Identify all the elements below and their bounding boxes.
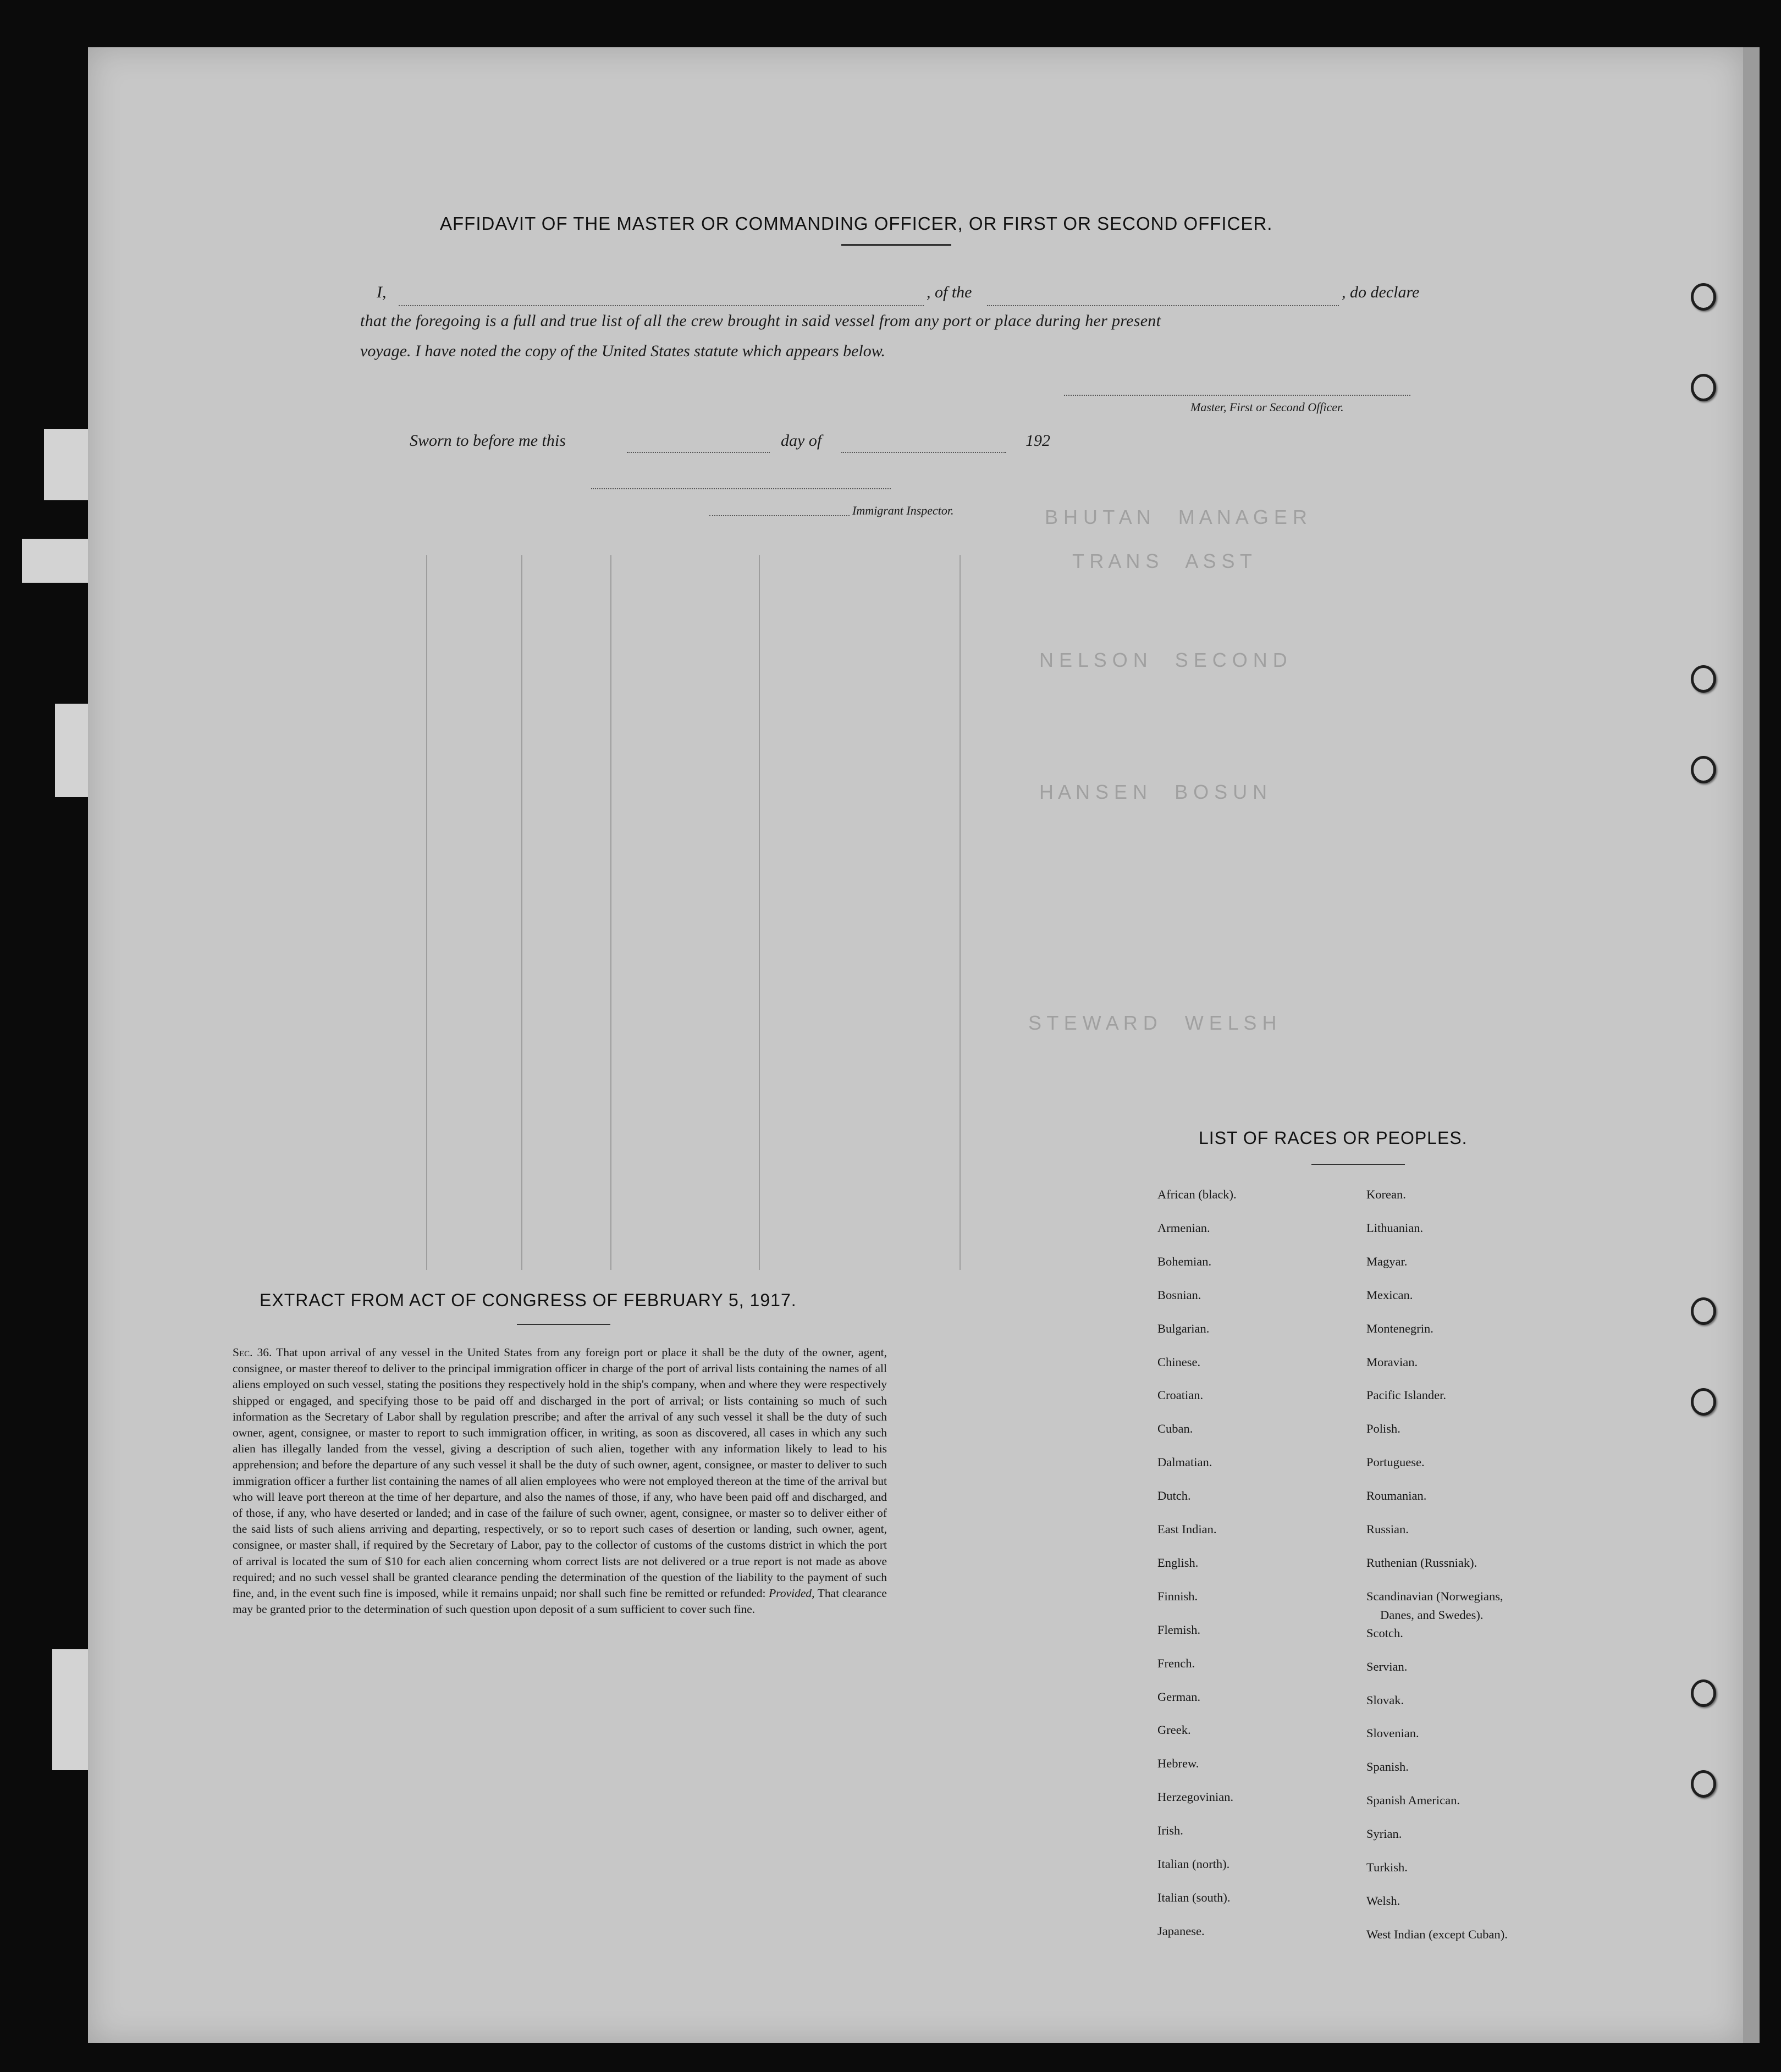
race-item-right: Slovak. xyxy=(1366,1693,1404,1707)
race-item-left: Croatian. xyxy=(1157,1388,1204,1402)
race-item-left: East Indian. xyxy=(1157,1522,1217,1536)
race-item-left: Italian (north). xyxy=(1157,1857,1230,1871)
sworn-year: 192 xyxy=(1025,432,1050,450)
master-name-field[interactable] xyxy=(399,305,924,306)
race-item-left: Greek. xyxy=(1157,1723,1191,1737)
race-item-right: Mexican. xyxy=(1366,1288,1413,1302)
race-item-right: Slovenian. xyxy=(1366,1726,1419,1741)
act-body-part2: That clearance may be granted prior to the determination of such question upon deposit of a sum sufficient to cover such fine. xyxy=(233,1587,887,1616)
faint-column-line xyxy=(426,555,427,1270)
race-item-right: Syrian. xyxy=(1366,1827,1402,1841)
race-item-left: Dalmatian. xyxy=(1157,1455,1212,1469)
race-item-left: Irish. xyxy=(1157,1824,1183,1838)
race-item-left: Hebrew. xyxy=(1157,1756,1199,1771)
act-body xyxy=(233,1345,887,1617)
affidavit-i: I, xyxy=(377,283,387,301)
race-item-right: Russian. xyxy=(1366,1522,1409,1536)
punch-hole-icon xyxy=(1691,374,1716,401)
punch-hole-icon xyxy=(1691,1388,1716,1416)
race-item-left: Cuban. xyxy=(1157,1422,1193,1436)
affidavit-title: AFFIDAVIT OF THE MASTER OR COMMANDING OFFICER, OR FIRST OR SECOND OFFICER. xyxy=(440,213,1273,234)
race-item-left: Dutch. xyxy=(1157,1489,1191,1503)
race-item-right: Servian. xyxy=(1366,1659,1408,1673)
race-item-left: Armenian. xyxy=(1157,1220,1210,1235)
races-title-rule xyxy=(1311,1164,1405,1165)
sworn-day-field[interactable] xyxy=(627,452,770,453)
race-item-right: Polish. xyxy=(1366,1422,1400,1436)
master-signature-field[interactable] xyxy=(1064,395,1410,396)
race-item-right: Moravian. xyxy=(1366,1355,1418,1369)
bleed-through-text: N E L S O N S E C O N D xyxy=(1039,649,1287,671)
race-item-right: Scotch. xyxy=(1366,1626,1403,1640)
sworn-month-field[interactable] xyxy=(841,452,1006,453)
punch-hole-icon xyxy=(1691,283,1716,311)
race-item-left: French. xyxy=(1157,1656,1195,1670)
race-item-right: Spanish. xyxy=(1366,1760,1409,1774)
race-item-right: Turkish. xyxy=(1366,1860,1408,1875)
race-item-left: Italian (south). xyxy=(1157,1890,1231,1904)
torn-edge-fragment xyxy=(52,1649,88,1770)
sworn-day-of: day of xyxy=(781,432,822,450)
punch-hole-icon xyxy=(1691,756,1716,783)
page-edge-stack xyxy=(1743,47,1760,2043)
race-item-left: English. xyxy=(1157,1555,1199,1570)
race-item-right: West Indian (except Cuban). xyxy=(1366,1927,1508,1941)
race-item-left: African (black). xyxy=(1157,1187,1237,1201)
race-item-right: Roumanian. xyxy=(1366,1489,1427,1503)
race-item-right: Spanish American. xyxy=(1366,1793,1460,1808)
act-provided: Provided, xyxy=(769,1587,815,1600)
affidavit-title-rule xyxy=(841,244,951,246)
inspector-signature-field[interactable] xyxy=(591,488,891,489)
punch-hole-icon xyxy=(1691,665,1716,693)
affidavit-line-2: that the foregoing is a full and true list of all the crew brought in said vessel from any port or place during her present xyxy=(360,312,1161,330)
race-item-left: German. xyxy=(1157,1689,1201,1704)
race-item-right: Danes, and Swedes). xyxy=(1380,1607,1484,1622)
race-item-left: Bosnian. xyxy=(1157,1288,1201,1302)
race-item-left: Bulgarian. xyxy=(1157,1321,1210,1335)
race-item-right: Portuguese. xyxy=(1366,1455,1425,1469)
torn-edge-fragment xyxy=(44,429,88,500)
punch-hole-icon xyxy=(1691,1770,1716,1798)
race-item-right: Montenegrin. xyxy=(1366,1321,1433,1335)
inspector-signature-field-2[interactable] xyxy=(709,515,850,516)
race-item-left: Bohemian. xyxy=(1157,1254,1212,1268)
act-body-part1: That upon arrival of any vessel in the United States from any foreign port or place it shall be the duty of the owner, agent, consignee, or master thereof to deliver to the principal immigration officer in charge of the port of arrival lists containing the names of all aliens employed on such vessel, stating the positions they respectively hold in the ship's company, when and where they were respectively shipped or engaged, and specifying those to be paid off and discharged in the port of arrival; or lists containing so much of such information as the Secretary of Labor shall by regulation prescribe; and after the arrival of any such vessel it shall be the duty of such owner, agent, consignee, or master to report to such immigration officer, in writing, as soon as discovered, all cases in which any such alien has illegally landed from the vessel, giving a description of such alien, together with any information likely to lead to his apprehension; and before the departure of any such vessel it shall be the duty of such owner, agent, consignee, or master to deliver to such immigration officer a further list containing the names of all alien employees who were not employed thereon at the time of the arrival but who will leave port thereon at the time of her departure, and also the names of those, if any, who have been paid off and discharged, and of those, if any, who have deserted or landed; and in case of the failure of such owner, agent, consignee, or master so to deliver either of the said lists of such aliens arriving and departing, respectively, or so to report such cases of desertion or landing, such owner, agent, consignee, or master shall, if required by the Secretary of Labor, pay to the collector of customs of the customs district in which the port of arrival is located the sum of $10 for each alien concerning whom correct lists are not delivered or a true report is not made as above required; and no such vessel shall be granted clearance pending the determination of the question of the liability to the payment of such fine, and, in the event such fine is imposed, while it remains unpaid; nor shall such fine be remitted or refunded: xyxy=(233,1346,887,1600)
race-item-left: Finnish. xyxy=(1157,1589,1198,1603)
affidavit-of-the: , of the xyxy=(927,283,972,301)
race-item-left: Flemish. xyxy=(1157,1622,1201,1637)
race-item-right: Welsh. xyxy=(1366,1893,1400,1908)
race-item-left: Herzegovinian. xyxy=(1157,1790,1234,1804)
bleed-through-text: T R A N S A S S T xyxy=(1072,550,1252,572)
bleed-through-text: S T E W A R D W E L S H xyxy=(1028,1012,1277,1034)
bleed-through-text: B H U T A N M A N A G E R xyxy=(1045,506,1307,528)
race-item-right: Ruthenian (Russniak). xyxy=(1366,1555,1477,1570)
bleed-through-text: H A N S E N B O S U N xyxy=(1039,781,1267,803)
faint-column-line xyxy=(960,555,961,1270)
document-page xyxy=(88,47,1743,2043)
race-item-left: Japanese. xyxy=(1157,1924,1205,1938)
act-title-rule xyxy=(517,1324,610,1325)
punch-hole-icon xyxy=(1691,1679,1716,1707)
race-item-right: Korean. xyxy=(1366,1187,1406,1201)
torn-edge-fragment xyxy=(55,704,88,797)
torn-edge-fragment xyxy=(22,539,88,583)
faint-column-line xyxy=(759,555,760,1270)
race-item-right: Lithuanian. xyxy=(1366,1220,1424,1235)
race-item-right: Scandinavian (Norwegians, xyxy=(1366,1589,1503,1603)
race-item-right: Pacific Islander. xyxy=(1366,1388,1446,1402)
race-item-right: Magyar. xyxy=(1366,1254,1408,1268)
faint-column-line xyxy=(610,555,611,1270)
act-section-label: Sec. 36. xyxy=(233,1346,272,1359)
affidavit-line-3: voyage. I have noted the copy of the United States statute which appears below. xyxy=(360,342,886,360)
affidavit-declare: , do declare xyxy=(1342,283,1420,301)
signature-label: Master, First or Second Officer. xyxy=(1190,400,1344,414)
sworn-prefix: Sworn to before me this xyxy=(410,432,566,450)
punch-hole-icon xyxy=(1691,1297,1716,1325)
races-title: LIST OF RACES OR PEOPLES. xyxy=(1199,1128,1468,1148)
act-title: EXTRACT FROM ACT OF CONGRESS OF FEBRUARY 5, 1917. xyxy=(260,1290,797,1310)
vessel-name-field[interactable] xyxy=(987,305,1339,306)
inspector-label: Immigrant Inspector. xyxy=(852,504,954,517)
race-item-left: Chinese. xyxy=(1157,1355,1201,1369)
faint-column-line xyxy=(521,555,522,1270)
